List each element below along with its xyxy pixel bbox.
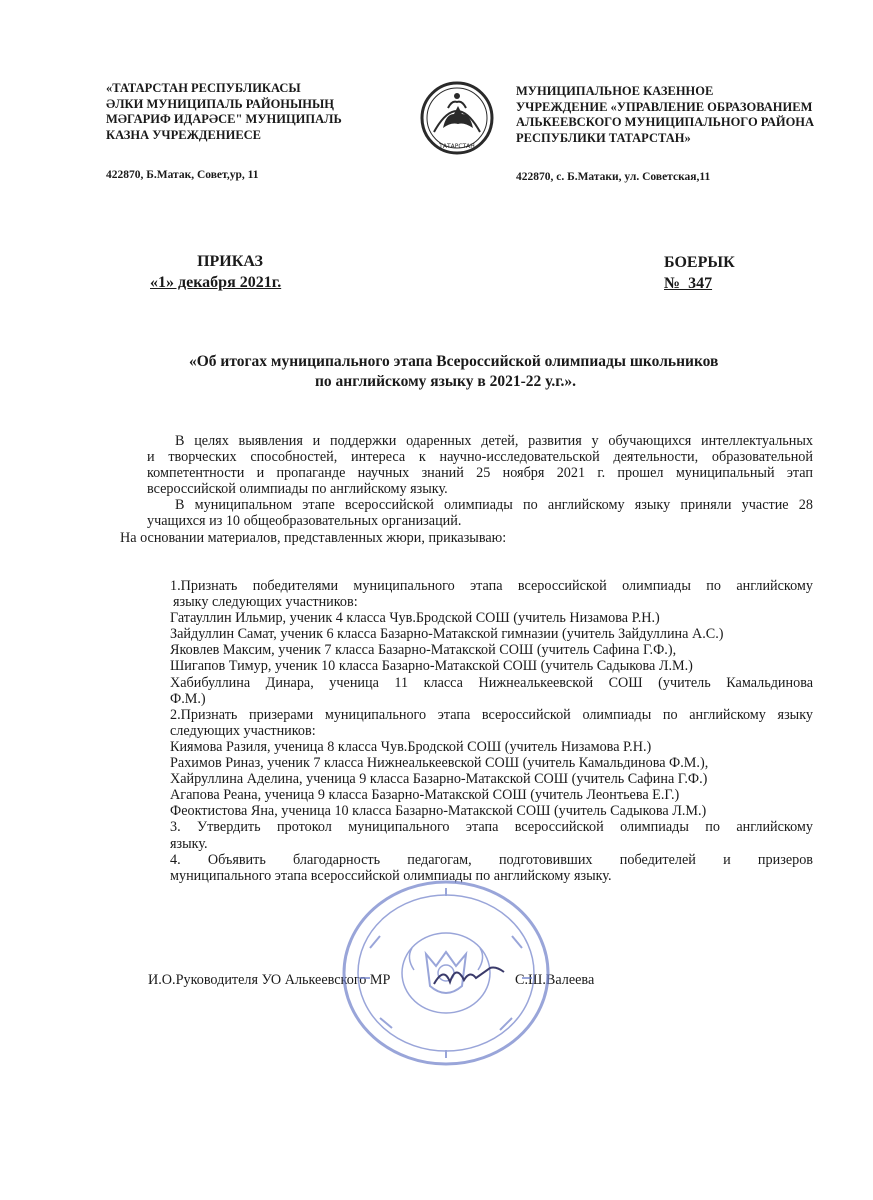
header-left-line: КАЗНА УЧРЕЖДЕНИЕСЕ	[106, 127, 262, 142]
header-left-line: МӘГАРИФ ИДАРӘСЕ" МУНИЦИПАЛЬ	[106, 112, 342, 126]
item-4-line: муниципального этапа всероссийской олимпиады по английскому языку.	[170, 867, 612, 884]
item-2-line: следующих участников:	[170, 722, 316, 739]
header-right-line: УЧРЕЖДЕНИЕ «УПРАВЛЕНИЕ ОБРАЗОВАНИЕМ	[516, 99, 813, 114]
winner-line: Зайдуллин Самат, ученик 6 класса Базарно-Матакской гимназии (учитель Зайдуллина А.С.)	[170, 626, 724, 643]
header-left-line: ӘЛКИ МУНИЦИПАЛЬ РАЙОНЫНЫҢ	[106, 96, 335, 111]
header-left-line: «ТАТАРСТАН РЕСПУБЛИКАСЫ	[106, 81, 301, 95]
item-3-line: 3. Утвердить протокол муниципального этапа всероссийской олимпиады по английскому	[170, 819, 813, 836]
winner-line: Гатауллин Ильмир, ученик 4 класса Чув.Бродской СОШ (учитель Низамова Р.Н.)	[170, 610, 660, 627]
handwritten-signature-icon	[430, 960, 510, 990]
intro-line-final: На основании материалов, представленных жюри, приказываю:	[120, 530, 507, 546]
signature-position: И.О.Руководителя УО Алькеевского МР	[148, 972, 391, 988]
document-title-line: «Об итогах муниципального этапа Всероссийской олимпиады школьников	[189, 353, 719, 370]
intro-line: В целях выявления и поддержки одаренных детей, развития у обучающихся интеллектуальных	[175, 433, 813, 449]
prizewinner-line: Киямова Разиля, ученица 8 класса Чув.Бродской СОШ (учитель Низамова Р.Н.)	[170, 738, 652, 755]
tatarstan-emblem-icon	[418, 78, 496, 158]
intro-block	[147, 433, 813, 530]
prizewinner-line: Феоктистова Яна, ученица 10 класса Базарно-Матакской СОШ (учитель Садыкова Л.М.)	[170, 803, 707, 820]
item-2-line: 2.Признать призерами муниципального этапа всероссийской олимпиады по английскому языку	[170, 706, 813, 723]
header-right-address: 422870, с. Б.Матаки, ул. Советская,11	[516, 171, 711, 183]
order-label-tatar: БОЕРЫК	[664, 254, 735, 271]
intro-line: компетентности и пропаганде научных знаний 25 ноября 2021 г. прошел муниципальный этап	[147, 465, 813, 482]
prizewinner-line: Рахимов Риназ, ученик 7 класса Нижнеалькеевской СОШ (учитель Камальдинова Ф.М.),	[170, 755, 709, 772]
header-left-address: 422870, Б.Матак, Совет,ур, 11	[106, 169, 259, 181]
item-4-line: 4. Объявить благодарность педагогам, подготовивших победителей и призеров	[170, 851, 813, 868]
winner-line: Хабибуллина Динара, ученица 11 класса Нижнеалькеевской СОШ (учитель Камальдинова	[170, 674, 813, 691]
winner-line: Яковлев Максим, ученик 7 класса Базарно-Матакской СОШ (учитель Сафина Г.Ф.),	[170, 642, 677, 659]
intro-line: В муниципальном этапе всероссийской олимпиады по английскому языку приняли участие 28	[175, 497, 813, 514]
signature-name: С.Ш.Валеева	[515, 972, 595, 988]
header-right-line: РЕСПУБЛИКИ ТАТАРСТАН»	[516, 130, 691, 145]
emblem-caption: ТАТАРСТАН	[439, 143, 475, 150]
item-3-line: языку.	[170, 835, 208, 852]
order-number: № 347	[664, 275, 713, 292]
order-date: «1» декабря 2021г.	[150, 274, 282, 291]
prizewinner-line: Хайруллина Аделина, ученица 9 класса Базарно-Матакской СОШ (учитель Сафина Г.Ф.)	[170, 771, 708, 788]
intro-line: учащихся из 10 общеобразовательных организаций.	[147, 513, 462, 530]
order-label: ПРИКАЗ	[197, 253, 263, 270]
winner-line: Шигапов Тимур, ученик 10 класса Базарно-Матакской СОШ (учитель Садыкова Л.М.)	[170, 658, 693, 675]
header-left-org	[106, 81, 342, 143]
order-block-left	[160, 252, 300, 272]
item-1-line: языку следующих участников:	[173, 594, 358, 611]
intro-line: и творческих способностей, интереса к научно-исследовательской деятельности, образовательной	[147, 449, 813, 466]
header-right-line: МУНИЦИПАЛЬНОЕ КАЗЕННОЕ	[516, 84, 714, 98]
winner-line: Ф.М.)	[170, 690, 206, 707]
intro-line: всероссийской олимпиады по английскому языку.	[147, 481, 448, 498]
item-1-line: 1.Признать победителями муниципального этапа всероссийской олимпиады по английскому	[170, 578, 813, 594]
prizewinner-line: Агапова Реана, ученица 9 класса Базарно-Матакской СОШ (учитель Леонтьева Е.Г.)	[170, 787, 680, 804]
header-right-org	[516, 84, 814, 146]
order-items	[170, 578, 813, 884]
document-title-line: по английскому языку в 2021-22 у.г.».	[315, 373, 576, 390]
header-right-line: АЛЬКЕЕВСКОГО МУНИЦИПАЛЬНОГО РАЙОНА	[516, 115, 815, 129]
